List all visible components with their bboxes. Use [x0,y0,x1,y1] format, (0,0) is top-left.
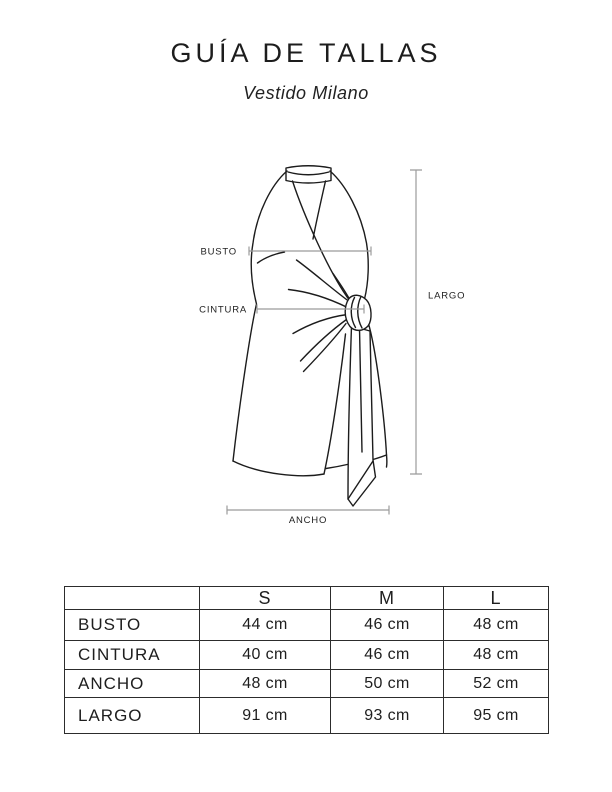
bust-drape-line [258,252,285,263]
row-label-cell: CINTURA [65,641,200,670]
value-cell: 50 cm [331,670,444,698]
row-label-cell: LARGO [65,698,200,734]
gather-lines [289,260,351,372]
value-cell: 91 cm [200,698,331,734]
width-measure-line [227,506,389,515]
value-cell: 48 cm [200,670,331,698]
length-measure-line [410,170,422,474]
wrap-neckline-right [313,181,326,239]
measure-lines [227,170,422,515]
table-row-ancho [65,670,549,698]
product-name: Vestido Milano [243,83,369,103]
waist-label: CINTURA [199,304,247,316]
dress-outline-group [233,166,387,506]
page-title: GUÍA DE TALLAS [170,38,442,68]
value-cell: 48 cm [444,610,549,641]
corner-cell [65,587,200,610]
value-cell: 95 cm [444,698,549,734]
row-label-cell: ANCHO [65,670,200,698]
size-header-s: S [200,587,331,610]
width-label: ANCHO [288,515,328,526]
value-cell: 48 cm [444,641,549,670]
table-row-largo [65,698,549,734]
front-hem [233,461,324,476]
value-cell: 46 cm [331,641,444,670]
value-cell: 44 cm [200,610,331,641]
table-row-cintura [65,641,549,670]
length-label: LARGO [428,290,466,302]
size-header-l: L [444,587,549,610]
dress-illustration [0,140,612,540]
under-hem-right [373,455,387,460]
size-table [64,586,549,734]
table-row-busto [65,610,549,641]
row-label-cell: BUSTO [65,610,200,641]
size-header-m: M [331,587,444,610]
left-silhouette [233,171,287,461]
knot [345,295,371,330]
table-header-row [65,587,549,610]
value-cell: 93 cm [331,698,444,734]
wrap-flap-edge [324,334,346,474]
value-cell: 40 cm [200,641,331,670]
bust-measure-line [249,247,371,256]
value-cell: 46 cm [331,610,444,641]
value-cell: 52 cm [444,670,549,698]
under-hem-left [326,464,350,469]
bust-label: BUSTO [200,246,237,258]
